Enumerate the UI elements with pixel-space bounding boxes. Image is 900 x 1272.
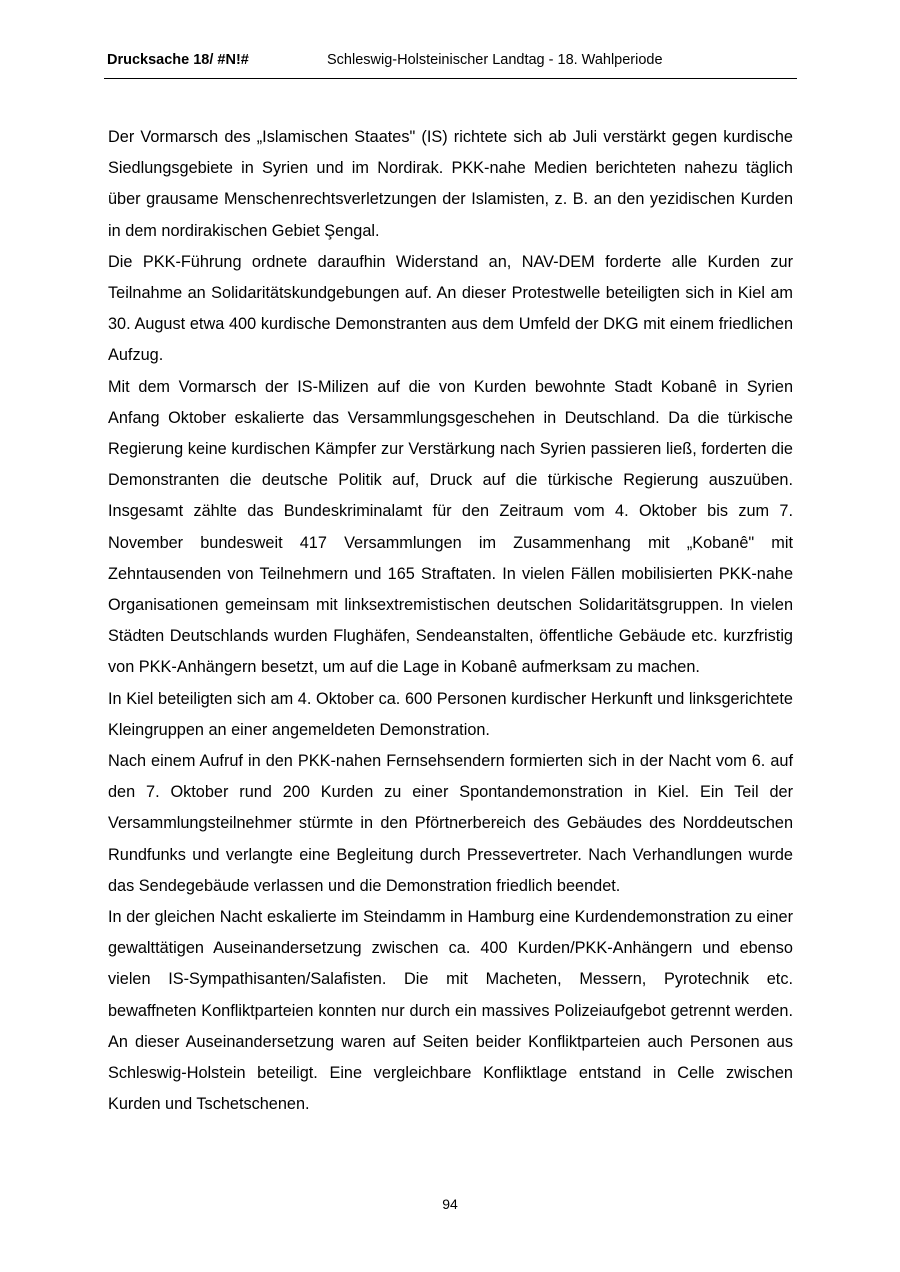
paragraph-islamic-state-advance: Der Vormarsch des „Islamischen Staates" (IS) richtete sich ab Juli verstärkt gegen kurdische Siedlungsgebiete in Syrien und im Nordirak. PKK-nahe Medien berichteten nahezu täglich über grausame Menschenrechtsverletzungen der Islamisten, z. B. an den yezidischen Kurden in dem nordirakischen Gebiet Şengal. [108,128,793,240]
paragraph-kobane-escalation: Mit dem Vormarsch der IS-Milizen auf die von Kurden bewohnte Stadt Kobanê in Syrien Anfang Oktober eskalierte das Versammlungsgeschehen in Deutschland. Da die türkische Regierung keine kurdischen Kämpfer zur Verstärkung nach Syrien passieren ließ, forderten die Demonstranten die deutsche Politik auf, Druck auf die türkische Regierung auszuüben. Insgesamt zählte das Bundeskriminalamt für den Zeitraum vom 4. Oktober bis zum 7. November bundesweit 417 Versammlungen im Zusammenhang mit „Kobanê" mit Zehntausenden von Teilnehmern und 165 Straftaten. In vielen Fällen mobilisierten PKK-nahe Organisationen gemeinsam mit linksextremistischen deutschen Solidaritätsgruppen. In vielen Städten Deutschlands wurden Flughäfen, Sendeanstalten, öffentliche Gebäude etc. kurzfristig von PKK-Anhängern besetzt, um auf die Lage in Kobanê aufmerksam zu machen. [108,377,793,677]
page-header [104,50,797,79]
paragraph-kiel-ndr-occupation: Nach einem Aufruf in den PKK-nahen Fernsehsendern formierten sich in der Nacht vom 6. auf den 7. Oktober rund 200 Kurden zu einer Spontandemonstration in Kiel. Ein Teil der Versammlungsteilnehmer stürmte in den Pförtnerbereich des Gebäudes des Norddeutschen Rundfunks und verlangte eine Begleitung durch Pressevertreter. Nach Verhandlungen wurde das Sendegebäude verlassen und die Demonstration friedlich beendet. [108,752,793,895]
page-number: 94 [442,1196,458,1212]
paragraph-pkk-resistance: Die PKK-Führung ordnete daraufhin Widerstand an, NAV-DEM forderte alle Kurden zur Teilnahme an Solidaritätskundgebungen auf. An dieser Protestwelle beteiligten sich in Kiel am 30. August etwa 400 kurdische Demonstranten aus dem Umfeld der DKG mit einem friedlichen Aufzug. [108,252,793,365]
document-body [108,122,793,1121]
paragraph-hamburg-steindamm: In der gleichen Nacht eskalierte im Steindamm in Hamburg eine Kurdendemonstration zu einer gewalttätigen Auseinandersetzung zwischen ca. 400 Kurden/PKK-Anhängern und ebenso vielen IS-Sympathisanten/Salafisten. Die mit Macheten, Messern, Pyrotechnik etc. bewaffneten Konfliktparteien konnten nur durch ein massives Polizeiaufgebot getrennt werden. An dieser Auseinandersetzung waren auf Seiten beider Konfliktparteien auch Personen aus Schleswig-Holstein beteiligt. Eine vergleichbare Konfliktlage entstand in Celle zwischen Kurden und Tschetschenen. [108,908,793,1114]
parliament-title: Schleswig-Holsteinischer Landtag - 18. Wahlperiode [327,52,663,68]
paragraph-kiel-october-4: In Kiel beteiligten sich am 4. Oktober ca. 600 Personen kurdischer Herkunft und linksgerichtete Kleingruppen an einer angemeldeten Demonstration. [108,689,793,739]
document-number: Drucksache 18/ #N!# [107,52,249,68]
